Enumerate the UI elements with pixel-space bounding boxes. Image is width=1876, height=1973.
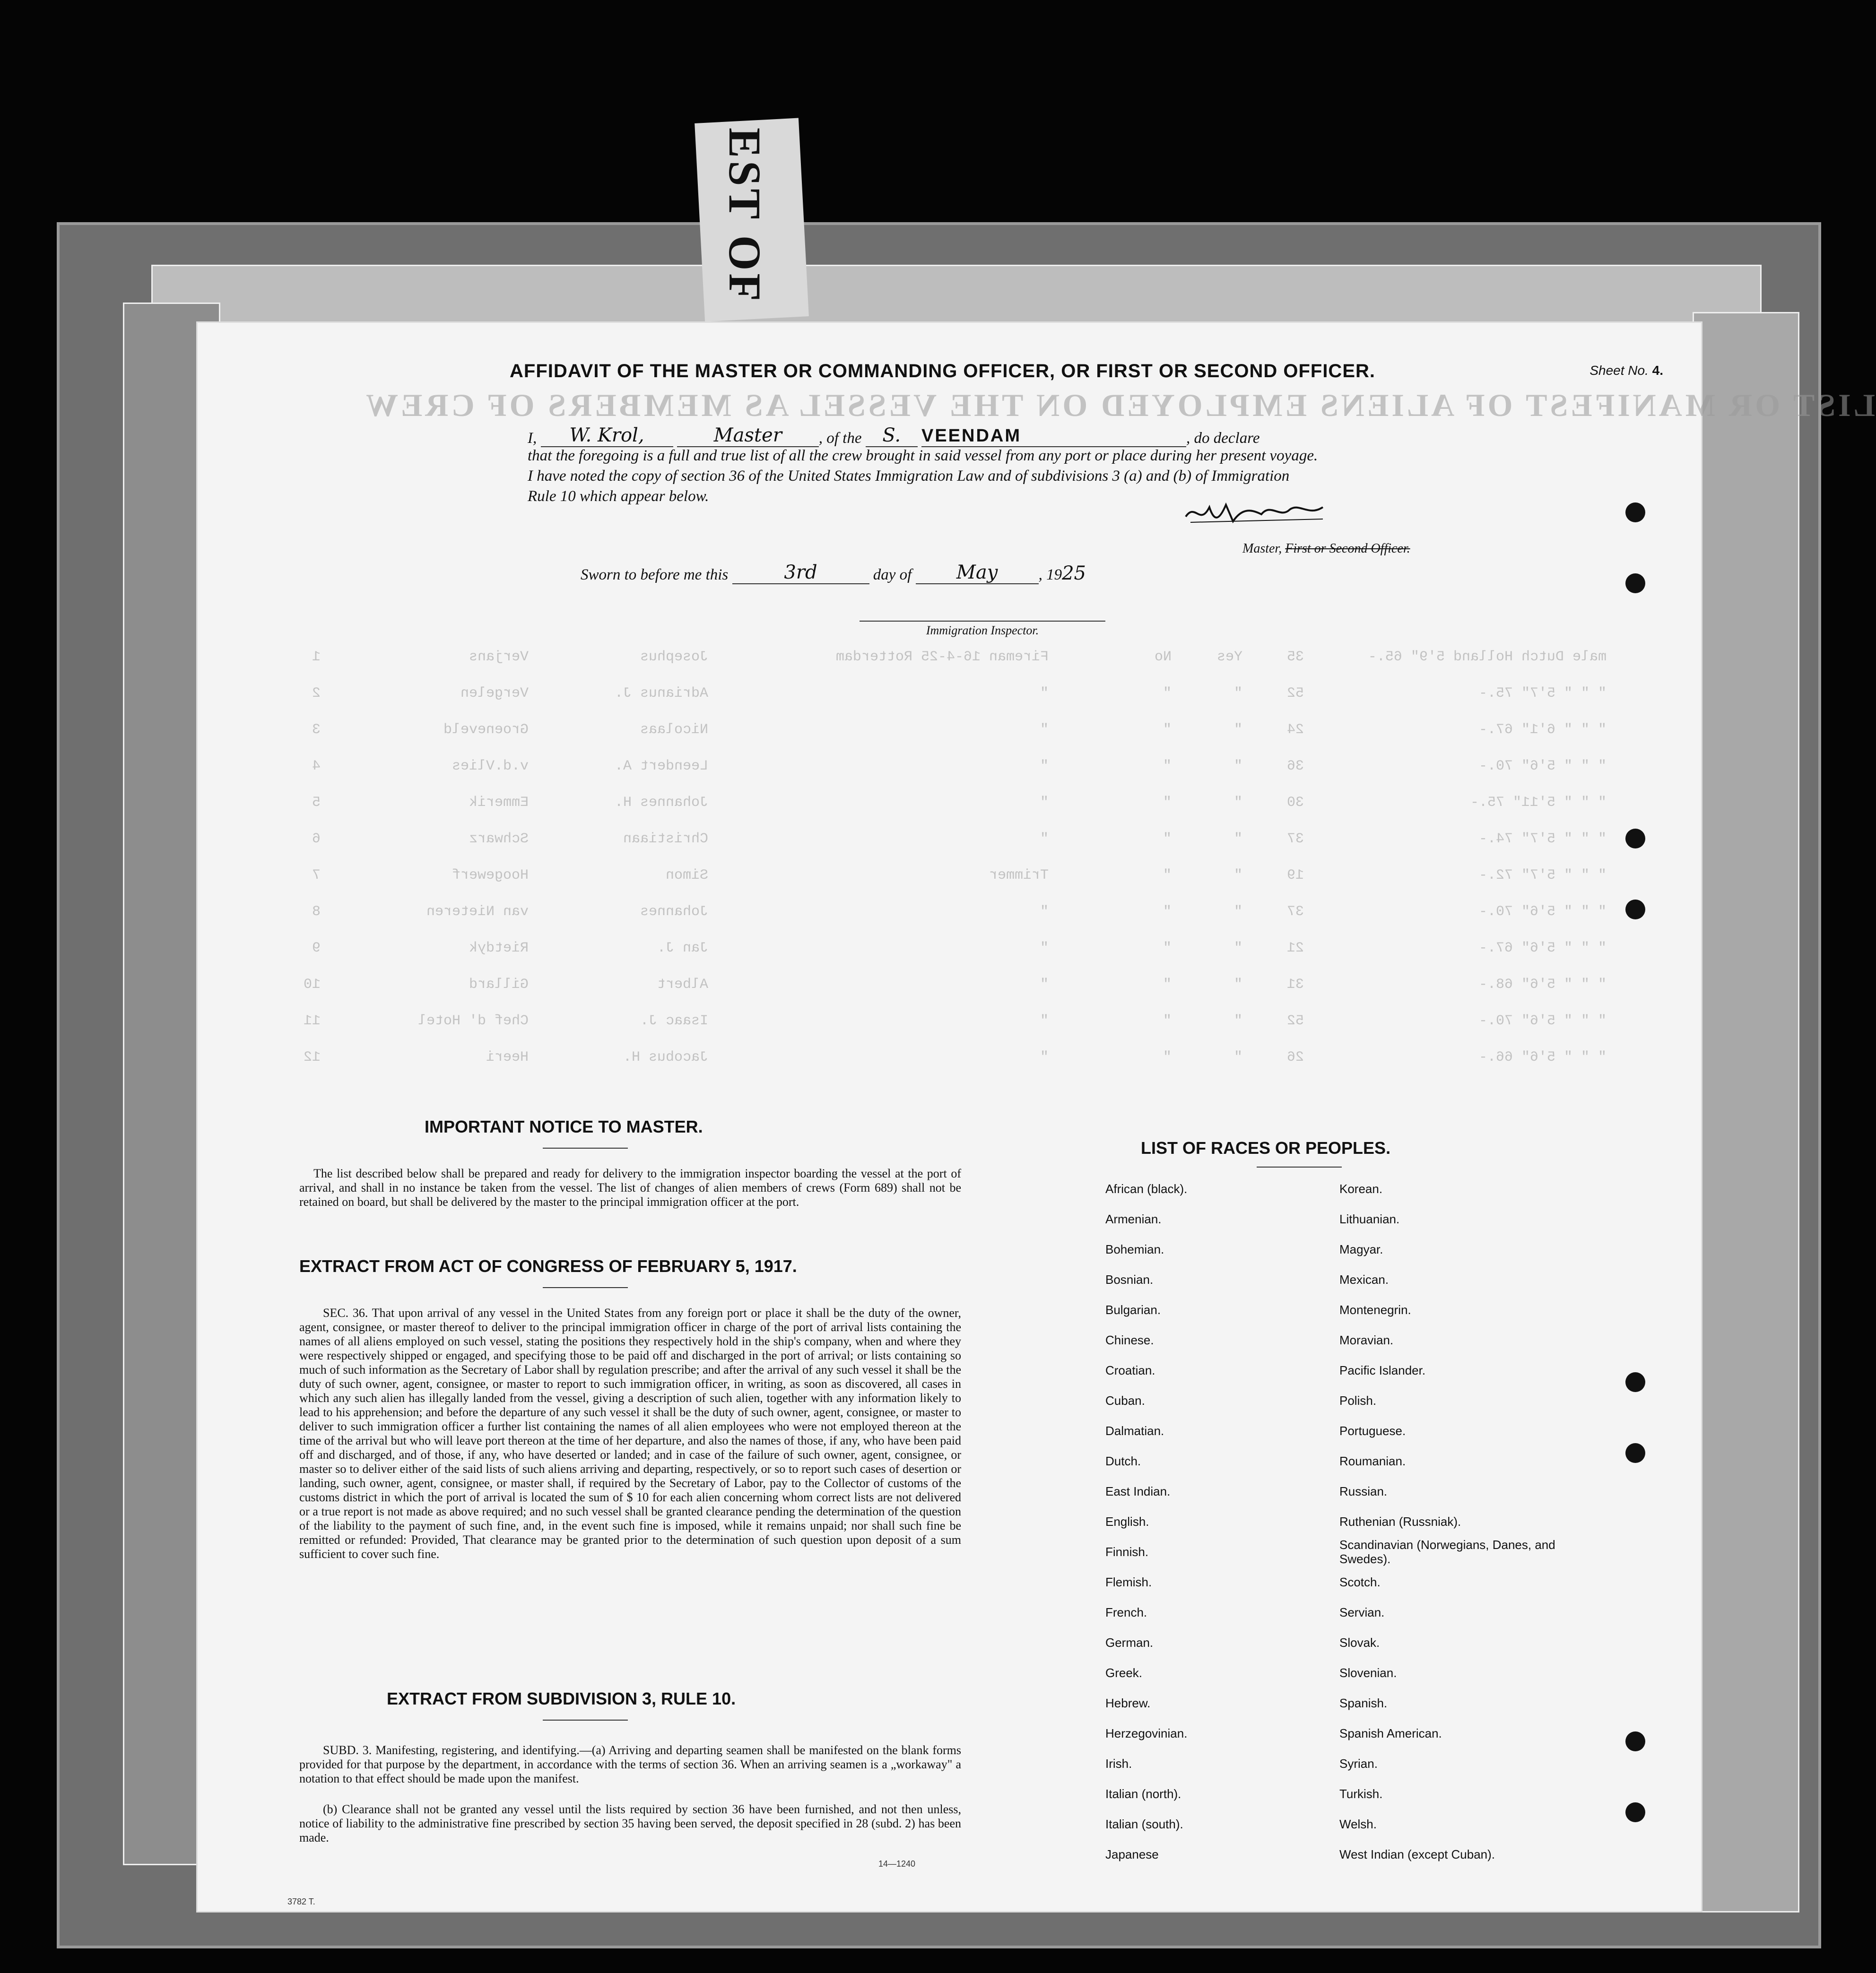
punch-hole [1625, 1372, 1645, 1392]
rule-text-a: SUBD. 3. Manifesting, registering, and identifying.—(a) Arriving and departing seamen shall be manifested on the blank forms provided for that purpose by the department, in accordance with the terms of section 36. When an arriving seamen is a „workaway" a notation to that effect should be made upon the manifest. [299, 1743, 961, 1785]
master-name: W. Krol, [541, 424, 673, 447]
sworn-line [581, 562, 1086, 584]
ghost-cell-num: 12 [303, 1049, 321, 1065]
ghost-cell-given: Isaac J. [640, 1013, 708, 1029]
ghost-cell-family: Chef d' Hotel [417, 1013, 529, 1029]
ghost-cell-age: 26 [1286, 1049, 1304, 1065]
ghost-cell-col-a: No [1154, 649, 1172, 665]
ghost-cell-given: Albert [657, 977, 708, 993]
ghost-cell-col-a: " [1163, 831, 1172, 847]
race-item: Welsh. [1339, 1817, 1377, 1831]
ghost-cell-position: " [1040, 758, 1049, 774]
race-item: Japanese [1105, 1847, 1159, 1861]
ghost-cell-position: " [1040, 831, 1049, 847]
ghost-cell-col-b: " [1233, 722, 1242, 738]
day-of-label: day of [873, 566, 912, 583]
race-item: Ruthenian (Russniak). [1339, 1514, 1461, 1529]
ghost-cell-given: Leendert A. [614, 758, 708, 774]
inspector-signature-line: Immigration Inspector. [860, 621, 1105, 638]
ghost-cell-rest: male Dutch Holland 5'9" 65.- [1368, 649, 1607, 665]
ghost-cell-num: 10 [303, 977, 321, 993]
declaration-line-1 [528, 424, 1259, 447]
ghost-manifest-row [292, 722, 1607, 738]
ghost-cell-col-b: " [1233, 1049, 1242, 1065]
race-item: Cuban. [1105, 1393, 1145, 1408]
ghost-cell-rest: " " " 5'11" 75.- [1470, 795, 1607, 811]
rule-text-b: (b) Clearance shall not be granted any vessel until the lists required by section 36 have been furnished, and not then unless, notice of liability to the administrative fine prescribed by section 35 having been served, the deposit specified in 28 (subd. 2) has been made. [299, 1802, 961, 1844]
race-item: African (black). [1105, 1182, 1188, 1196]
races-rule [1257, 1167, 1342, 1168]
ghost-cell-col-b: Yes [1216, 649, 1242, 665]
race-item: German. [1105, 1636, 1154, 1650]
ghost-cell-col-a: " [1163, 1013, 1172, 1029]
races-list-left [1105, 1174, 1304, 1869]
ghost-cell-num: 3 [312, 722, 321, 738]
ghost-cell-rest: " " " 5'6" 70.- [1478, 904, 1607, 920]
ghost-cell-rest: " " " 5'7" 72.- [1478, 867, 1607, 883]
race-item: Russian. [1339, 1484, 1388, 1498]
ghost-cell-col-a: " [1163, 867, 1172, 883]
struck-officer-caption: First or Second Officer. [1285, 541, 1410, 556]
ghost-cell-family: Hoogewerf [452, 867, 529, 883]
index-tab-label: EST OF [720, 128, 770, 304]
punch-hole [1625, 900, 1645, 919]
race-item: Spanish American. [1339, 1726, 1442, 1740]
rule-heading: EXTRACT FROM SUBDIVISION 3, RULE 10. [387, 1689, 736, 1708]
ghost-cell-num: 11 [303, 1013, 321, 1029]
ghost-cell-col-b: " [1233, 758, 1242, 774]
race-item: Italian (south). [1105, 1817, 1183, 1831]
sworn-prefix: Sworn to before me this [581, 566, 729, 583]
ghost-manifest-row [292, 904, 1607, 920]
declaration-i: I, [528, 430, 537, 447]
race-item: Bosnian. [1105, 1272, 1154, 1287]
race-item: Servian. [1339, 1605, 1385, 1619]
race-item: Greek. [1105, 1666, 1143, 1680]
sheet-value: 4. [1652, 363, 1663, 378]
ghost-cell-age: 31 [1286, 977, 1304, 993]
ghost-manifest-title: LIST OR MANIFEST OF ALIENS EMPLOYED ON THE VESSEL AS MEMBERS OF CREW [363, 387, 1875, 423]
ghost-cell-age: 19 [1286, 867, 1304, 883]
ghost-cell-position: " [1040, 1013, 1049, 1029]
notice-rule [543, 1148, 628, 1149]
ghost-cell-col-a: " [1163, 795, 1172, 811]
punch-hole [1625, 1443, 1645, 1463]
ghost-cell-family: Verjans [469, 649, 529, 665]
form-number: 14—1240 [878, 1859, 916, 1869]
ghost-cell-position: " [1040, 1049, 1049, 1065]
ghost-manifest-row [292, 758, 1607, 774]
race-item: Lithuanian. [1339, 1212, 1400, 1226]
ghost-cell-col-b: " [1233, 795, 1242, 811]
ghost-cell-num: 8 [312, 904, 321, 920]
sheet-label: Sheet No. [1589, 363, 1649, 378]
ghost-cell-rest: " " " 5'7" 74.- [1478, 831, 1607, 847]
affidavit-title: AFFIDAVIT OF THE MASTER OR COMMANDING OFFICER, OR FIRST OR SECOND OFFICER. [510, 361, 1375, 381]
race-item: Turkish. [1339, 1787, 1383, 1801]
ghost-cell-rest: " " " 6'1" 67.- [1478, 722, 1607, 738]
sworn-year: 25 [1062, 562, 1086, 584]
race-item: Montenegrin. [1339, 1303, 1411, 1317]
race-item: Flemish. [1105, 1575, 1152, 1589]
race-item: Portuguese. [1339, 1424, 1406, 1438]
ghost-cell-family: Gillard [469, 977, 529, 993]
ghost-cell-position: Fireman 16-4-25 Rotterdam [835, 649, 1049, 665]
ghost-cell-rest: " " " 5'6" 67.- [1478, 940, 1607, 956]
ghost-cell-age: 52 [1286, 1013, 1304, 1029]
ghost-cell-col-a: " [1163, 758, 1172, 774]
ghost-cell-age: 37 [1286, 831, 1304, 847]
race-item: Korean. [1339, 1182, 1383, 1196]
notice-heading: IMPORTANT NOTICE TO MASTER. [425, 1117, 703, 1136]
ghost-cell-col-a: " [1163, 1049, 1172, 1065]
race-item: Finnish. [1105, 1545, 1149, 1559]
master-caption: Master, [1242, 541, 1282, 556]
do-declare-label: , do declare [1186, 430, 1260, 447]
master-signature [1181, 493, 1332, 531]
race-item: Bohemian. [1105, 1242, 1164, 1256]
race-item: Spanish. [1339, 1696, 1388, 1710]
race-item: Magyar. [1339, 1242, 1383, 1256]
ghost-cell-given: Simon [665, 867, 708, 883]
race-item: Scandinavian (Norwegians, Danes, and Swedes). [1339, 1538, 1555, 1566]
manifest-page [196, 321, 1875, 1912]
ghost-cell-rest: " " " 5'6" 68.- [1478, 977, 1607, 993]
race-item: Mexican. [1339, 1272, 1389, 1287]
ghost-cell-position: Trimmer [989, 867, 1049, 883]
race-item: Slovak. [1339, 1636, 1380, 1650]
ghost-cell-family: Rietdyk [469, 940, 529, 956]
ghost-cell-col-a: " [1163, 977, 1172, 993]
races-list-right [1339, 1174, 1576, 1869]
races-heading: LIST OF RACES OR PEOPLES. [1141, 1138, 1391, 1158]
race-item: Chinese. [1105, 1333, 1154, 1347]
ghost-manifest-row [292, 685, 1607, 701]
sheet-number [1589, 363, 1663, 378]
ghost-cell-rest: " " " 5'6" 70.- [1478, 758, 1607, 774]
sworn-month: May [916, 562, 1039, 584]
master-rank: Master [677, 424, 819, 447]
rule-heading-rule [543, 1720, 628, 1721]
punch-hole [1625, 1802, 1645, 1822]
ghost-cell-age: 30 [1286, 795, 1304, 811]
year-prefix: , 19 [1038, 566, 1062, 583]
race-item: Dutch. [1105, 1454, 1141, 1468]
race-item: Moravian. [1339, 1333, 1394, 1347]
ghost-cell-age: 52 [1286, 685, 1304, 701]
ghost-cell-col-a: " [1163, 940, 1172, 956]
ghost-cell-col-a: " [1163, 685, 1172, 701]
ghost-cell-family: Schwarz [469, 831, 529, 847]
ghost-cell-age: 36 [1286, 758, 1304, 774]
ghost-cell-position: " [1040, 685, 1049, 701]
ghost-manifest-row [292, 940, 1607, 956]
act-text: SEC. 36. That upon arrival of any vessel in the United States from any foreign port or place it shall be the duty of the owner, agent, consignee, or master thereof to deliver to the principal immigration officer in charge of the port of arrival lists containing the names of all aliens employed on such vessel, stating the positions they respectively hold in the ship's company, when and where they were respectively shipped or engaged, and specifying those to be paid off and discharged in the port of arrival; or lists containing so much of such information as the Secretary of Labor shall by regulation prescribe; and after the arrival of any such vessel it shall be the duty of such owner, agent, consignee, or master to report to such immigration officer, in writing, as soon as discovered, all cases in which any such alien has illegally landed from the vessel, giving a description of such alien, together with any information likely to lead to his apprehension; and before the departure of any such vessel it shall be the duty of such owner, agent, consignee, or master to deliver to such immigration officer a further list containing the names of all alien employees who were not employed thereon at the time of the arrival but who will leave port thereon at the time of her departure, and also the names of those, if any, who have been paid off and discharged, and of those, if any, who have deserted or landed; and in case of the failure of such owner, agent, consignee, or master so to deliver either of the said lists of such aliens arriving and departing, respectively, or so to report such cases of desertion or landing, such owner, agent, consignee, or master shall, if required by the Secretary of Labor, pay to the Collector of customs of the customs district in which the port of arrival is located the sum of $ 10 for each alien concerning whom correct lists are not delivered or a true report is not made as above required; and no such vessel shall be granted clearance pending the determination of the question of the liability to the payment of such fine, and, in the event such fine is imposed, while it remains unpaid; nor shall such fine be remitted or refunded: Provided, That clearance may be granted prior to the determination of such question upon deposit of a sum sufficient to cover such fine. [299, 1306, 961, 1561]
stacked-page-edge [1693, 312, 1799, 1912]
ghost-cell-rest: " " " 5'6" 70.- [1478, 1013, 1607, 1029]
ghost-cell-family: Groeneveld [443, 722, 529, 738]
punch-hole [1625, 502, 1645, 522]
ghost-cell-position: " [1040, 722, 1049, 738]
race-item: West Indian (except Cuban). [1339, 1847, 1495, 1861]
ghost-cell-given: Jan J. [657, 940, 708, 956]
sworn-day: 3rd [732, 562, 869, 584]
ghost-cell-position: " [1040, 940, 1049, 956]
ghost-cell-given: Christiaan [623, 831, 708, 847]
punch-hole [1625, 573, 1645, 593]
ghost-cell-col-b: " [1233, 940, 1242, 956]
ghost-manifest-row [292, 977, 1607, 993]
ghost-cell-col-b: " [1233, 977, 1242, 993]
ghost-cell-position: " [1040, 977, 1049, 993]
ghost-cell-num: 4 [312, 758, 321, 774]
ghost-cell-col-b: " [1233, 831, 1242, 847]
ghost-cell-age: 24 [1286, 722, 1304, 738]
ghost-cell-age: 21 [1286, 940, 1304, 956]
ghost-cell-given: Jacobus H. [623, 1049, 708, 1065]
ghost-cell-num: 2 [312, 685, 321, 701]
ghost-manifest-row [292, 867, 1607, 883]
ghost-cell-col-a: " [1163, 722, 1172, 738]
ghost-cell-family: Vergelen [460, 685, 529, 701]
of-the-label: , of the [818, 430, 862, 447]
ghost-cell-position: " [1040, 904, 1049, 920]
ghost-cell-rest: " " " 5'6" 66.- [1478, 1049, 1607, 1065]
ghost-cell-family: Emmerik [469, 795, 529, 811]
act-heading: EXTRACT FROM ACT OF CONGRESS OF FEBRUARY 5, 1917. [299, 1256, 797, 1276]
ghost-manifest-row [292, 649, 1607, 665]
ghost-cell-col-b: " [1233, 1013, 1242, 1029]
ghost-cell-col-b: " [1233, 904, 1242, 920]
ghost-cell-given: Josephus [640, 649, 708, 665]
race-item: Irish. [1105, 1757, 1132, 1771]
declaration-line-3: I have noted the copy of section 36 of the United States Immigration Law and of subdivisions 3 (a) and (b) of Immigration [528, 467, 1290, 485]
race-item: Italian (north). [1105, 1787, 1181, 1801]
ghost-cell-given: Nicolaas [640, 722, 708, 738]
ghost-manifest-row [292, 795, 1607, 811]
ghost-cell-num: 6 [312, 831, 321, 847]
ghost-cell-col-b: " [1233, 685, 1242, 701]
race-item: East Indian. [1105, 1484, 1171, 1498]
race-item: Croatian. [1105, 1363, 1155, 1377]
vessel-name: VEENDAM [921, 426, 1186, 447]
race-item: Pacific Islander. [1339, 1363, 1426, 1377]
ghost-cell-num: 5 [312, 795, 321, 811]
race-item: Scotch. [1339, 1575, 1381, 1589]
ghost-cell-rest: " " " 5'7" 75.- [1478, 685, 1607, 701]
race-item: English. [1105, 1514, 1149, 1529]
vessel-prefix: S. [866, 424, 918, 447]
race-item: Roumanian. [1339, 1454, 1406, 1468]
ghost-manifest-row [292, 1049, 1607, 1065]
stacked-page-edge [151, 265, 1762, 324]
ghost-manifest-row [292, 831, 1607, 847]
ghost-cell-age: 35 [1286, 649, 1304, 665]
race-item: Bulgarian. [1105, 1303, 1161, 1317]
race-item: Armenian. [1105, 1212, 1162, 1226]
act-rule [543, 1287, 628, 1288]
signature-caption [1242, 541, 1410, 556]
race-item: Hebrew. [1105, 1696, 1151, 1710]
ghost-cell-num: 7 [312, 867, 321, 883]
race-item: Polish. [1339, 1393, 1377, 1408]
race-item: Slovenian. [1339, 1666, 1397, 1680]
ghost-manifest-row [292, 1013, 1607, 1029]
punch-hole [1625, 829, 1645, 848]
ghost-cell-family: v.d.Vlies [452, 758, 529, 774]
race-item: Syrian. [1339, 1757, 1378, 1771]
notice-text: The list described below shall be prepared and ready for delivery to the immigration inspector boarding the vessel at the port of arrival, and shall in no instance be taken from the vessel. The list of changes of alien members of crews (Form 689) shall not be retained on board, but shall be delivered by the master to the principal immigration officer at the port. [299, 1167, 961, 1209]
ghost-cell-age: 37 [1286, 904, 1304, 920]
declaration-line-2: that the foregoing is a full and true list of all the crew brought in said vessel from any port or place during her present voyage. [528, 447, 1318, 464]
ghost-cell-given: Adrianus J. [614, 685, 708, 701]
ghost-cell-given: Johannes [640, 904, 708, 920]
ghost-cell-col-a: " [1163, 904, 1172, 920]
ghost-cell-position: " [1040, 795, 1049, 811]
ghost-cell-num: 1 [312, 649, 321, 665]
ghost-cell-num: 9 [312, 940, 321, 956]
race-item: Dalmatian. [1105, 1424, 1164, 1438]
punch-hole [1625, 1731, 1645, 1751]
race-item: Herzegovinian. [1105, 1726, 1188, 1740]
ghost-cell-given: Johannes H. [614, 795, 708, 811]
declaration-line-4: Rule 10 which appear below. [528, 488, 709, 505]
ghost-cell-col-b: " [1233, 867, 1242, 883]
ghost-cell-family: van Nieteren [426, 904, 529, 920]
ghost-cell-family: Heeri [486, 1049, 529, 1065]
corner-code: 3782 T. [287, 1897, 315, 1906]
race-item: French. [1105, 1605, 1147, 1619]
